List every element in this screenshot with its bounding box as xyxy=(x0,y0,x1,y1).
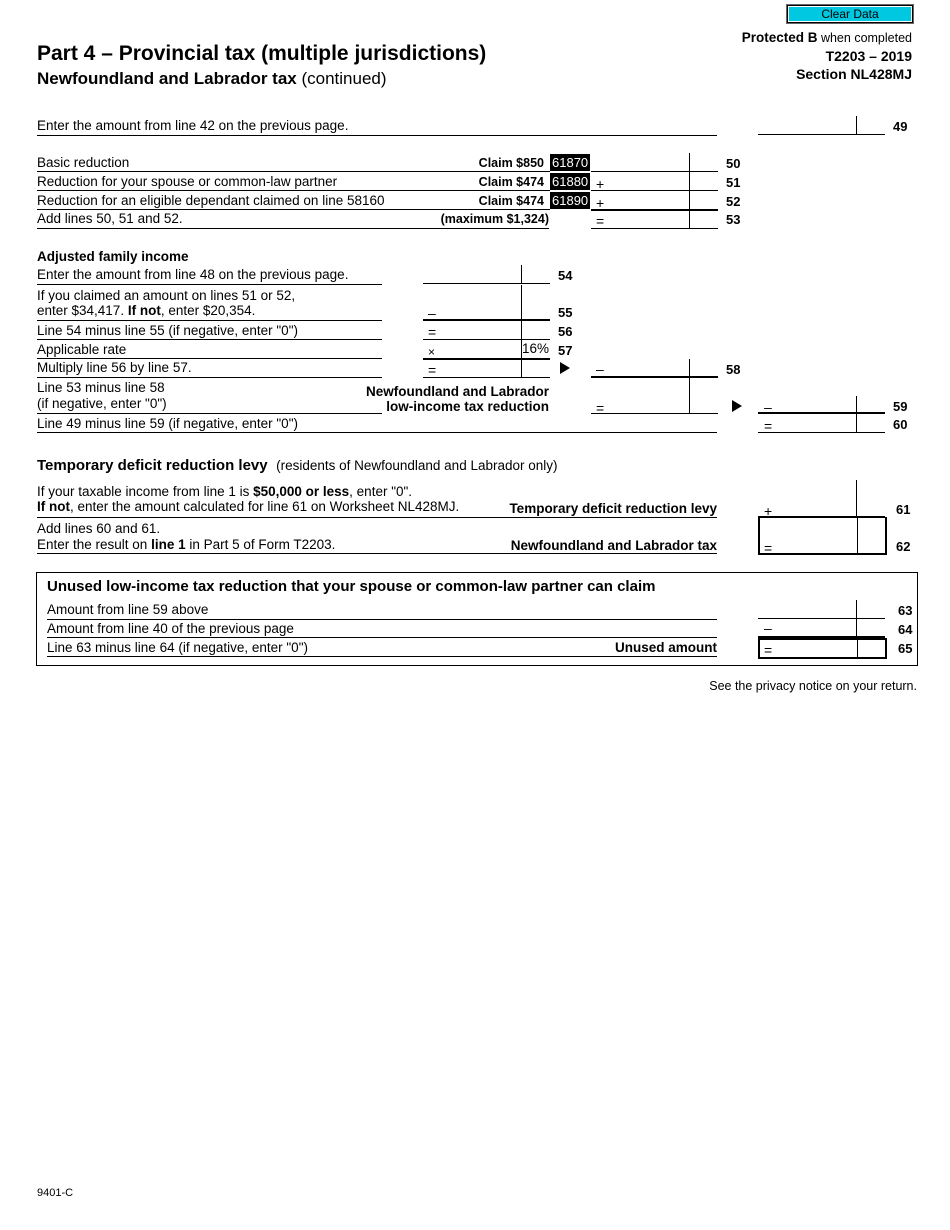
levy-heading-note: (residents of Newfoundland and Labrador only) xyxy=(276,458,558,473)
protected-b-notice xyxy=(742,30,912,46)
line-60-field[interactable] xyxy=(758,414,885,433)
line-56-field[interactable] xyxy=(423,321,550,340)
line-61-text-1b: $50,000 or less xyxy=(253,484,350,499)
line-64-field[interactable] xyxy=(758,619,885,638)
line-61-symbol: + xyxy=(764,503,773,519)
line-52-claim: Claim $474 xyxy=(478,194,544,208)
line-60-label: Line 49 minus line 59 (if negative, enter "0") xyxy=(37,416,298,431)
clear-data-button[interactable]: Clear Data xyxy=(787,5,913,23)
line-58-symbol-2: – xyxy=(596,361,604,377)
line-51-label: Reduction for your spouse or common-law partner xyxy=(37,174,338,189)
line-58-number: 58 xyxy=(726,362,741,377)
line-55-text-b: If not xyxy=(127,303,161,318)
line-64-number: 64 xyxy=(898,622,913,637)
line-53-number: 53 xyxy=(726,212,741,227)
line-59-field[interactable] xyxy=(758,396,885,414)
line-59-right-2: low-income tax reduction xyxy=(386,399,549,414)
line-65-number: 65 xyxy=(898,641,913,656)
protected-b-label: Protected B xyxy=(741,30,818,45)
line-61-field[interactable] xyxy=(758,480,885,517)
section-id: Section NL428MJ xyxy=(796,66,912,82)
line-55-text-a: enter $34,417. xyxy=(37,303,128,318)
line-57-rate: 16% xyxy=(521,341,549,356)
line-62-symbol: = xyxy=(764,540,773,556)
line-52-number: 52 xyxy=(726,194,741,209)
line-63-field[interactable] xyxy=(758,600,885,619)
adjusted-income-heading: Adjusted family income xyxy=(37,249,189,264)
line-62-right: Newfoundland and Labrador tax xyxy=(510,538,717,553)
line-50-code: 61870 xyxy=(552,155,589,170)
line-59-inner-field[interactable] xyxy=(591,378,718,414)
line-60-number: 60 xyxy=(893,417,908,432)
line-60-symbol: = xyxy=(764,418,773,434)
line-61-text-1c: , enter "0". xyxy=(349,484,413,499)
line-55-text-c: , enter $20,354. xyxy=(160,303,256,318)
line-52-field[interactable] xyxy=(591,191,718,210)
arrow-right-icon xyxy=(560,362,570,374)
line-58-inner-field[interactable] xyxy=(423,359,550,378)
line-55-label-2 xyxy=(37,303,255,319)
levy-heading-row xyxy=(37,457,558,475)
line-61-text-2a: If not xyxy=(37,499,70,514)
line-62-text-2b: line 1 xyxy=(151,537,186,552)
privacy-notice: See the privacy notice on your return. xyxy=(709,679,917,693)
line-65-symbol: = xyxy=(764,642,773,658)
line-55-label-1: If you claimed an amount on lines 51 or 52, xyxy=(37,288,296,303)
line-63-label: Amount from line 59 above xyxy=(47,602,209,617)
line-58-field[interactable] xyxy=(591,359,718,378)
line-61-text-2 xyxy=(37,499,459,515)
line-58-label: Multiply line 56 by line 57. xyxy=(37,360,192,375)
line-51-field[interactable] xyxy=(591,172,718,191)
line-62-text-2 xyxy=(37,537,335,553)
line-53-field[interactable] xyxy=(591,210,718,229)
page-title: Part 4 – Provincial tax (multiple jurisdictions) xyxy=(37,42,487,65)
line-59-symbol: – xyxy=(764,399,772,415)
line-50-number: 50 xyxy=(726,156,741,171)
form-id: T2203 – 2019 xyxy=(825,48,912,64)
line-50-field[interactable] xyxy=(591,153,718,172)
arrow-right-icon xyxy=(732,400,742,412)
line-53-symbol: = xyxy=(596,213,605,229)
line-57-label: Applicable rate xyxy=(37,342,127,357)
line-49-label: Enter the amount from line 42 on the previous page. xyxy=(37,118,349,133)
line-61-number: 61 xyxy=(896,502,911,517)
line-54-label: Enter the amount from line 48 on the previous page. xyxy=(37,267,349,282)
line-51-number: 51 xyxy=(726,175,741,190)
line-61-right: Temporary deficit reduction levy xyxy=(509,501,717,516)
line-52-symbol: + xyxy=(596,195,605,211)
line-59-label-1: Line 53 minus line 58 xyxy=(37,380,165,395)
when-completed-label: when completed xyxy=(817,31,912,45)
line-51-code: 61880 xyxy=(552,174,589,189)
line-58-symbol: = xyxy=(428,362,437,378)
line-49-number: 49 xyxy=(893,119,908,134)
footer-code: 9401-C xyxy=(37,1187,74,1199)
line-51-claim: Claim $474 xyxy=(478,175,544,189)
line-55-number: 55 xyxy=(558,305,573,320)
line-57-number: 57 xyxy=(558,343,573,358)
line-52-label: Reduction for an eligible dependant claimed on line 58160 xyxy=(37,193,385,208)
line-61-text-1 xyxy=(37,484,412,500)
line-50-label: Basic reduction xyxy=(37,155,130,170)
line-53-label: Add lines 50, 51 and 52. xyxy=(37,211,183,226)
line-61-text-2b: , enter the amount calculated for line 61 on Worksheet NL428MJ. xyxy=(70,499,460,514)
subtitle-normal: (continued) xyxy=(296,69,387,88)
line-51-symbol: + xyxy=(596,176,605,192)
line-62-number: 62 xyxy=(896,539,911,554)
line-53-maximum: (maximum $1,324) xyxy=(440,212,549,226)
line-59-right-1: Newfoundland and Labrador xyxy=(365,384,549,399)
line-62-text-1: Add lines 60 and 61. xyxy=(37,521,161,536)
line-65-right: Unused amount xyxy=(614,640,717,655)
line-56-number: 56 xyxy=(558,324,573,339)
line-54-field[interactable] xyxy=(423,265,550,284)
line-50-claim: Claim $850 xyxy=(478,156,544,170)
line-59-inner-symbol: = xyxy=(596,400,605,416)
line-65-field[interactable] xyxy=(758,638,887,659)
levy-heading: Temporary deficit reduction levy xyxy=(37,457,268,474)
line-56-symbol: = xyxy=(428,324,437,340)
line-55-field[interactable] xyxy=(423,285,550,321)
line-57-symbol: × xyxy=(428,345,436,359)
line-49-field[interactable] xyxy=(758,116,885,135)
line-65-label: Line 63 minus line 64 (if negative, enter "0") xyxy=(47,640,308,655)
line-56-label: Line 54 minus line 55 (if negative, enter "0") xyxy=(37,323,298,338)
line-62-field[interactable] xyxy=(758,517,887,555)
line-61-text-1a: If your taxable income from line 1 is xyxy=(37,484,254,499)
line-52-code: 61890 xyxy=(552,193,589,208)
line-63-number: 63 xyxy=(898,603,913,618)
page-subtitle xyxy=(37,69,387,89)
line-62-text-2a: Enter the result on xyxy=(37,537,152,552)
line-54-number: 54 xyxy=(558,268,573,283)
unused-heading: Unused low-income tax reduction that your spouse or common-law partner can claim xyxy=(47,578,656,595)
line-64-label: Amount from line 40 of the previous page xyxy=(47,621,294,636)
line-64-symbol: – xyxy=(764,620,772,636)
line-62-text-2c: in Part 5 of Form T2203. xyxy=(185,537,336,552)
line-59-number: 59 xyxy=(893,399,908,414)
line-55-symbol: – xyxy=(428,305,436,321)
subtitle-bold: Newfoundland and Labrador tax xyxy=(37,69,297,88)
line-59-label-2: (if negative, enter "0") xyxy=(37,396,167,411)
